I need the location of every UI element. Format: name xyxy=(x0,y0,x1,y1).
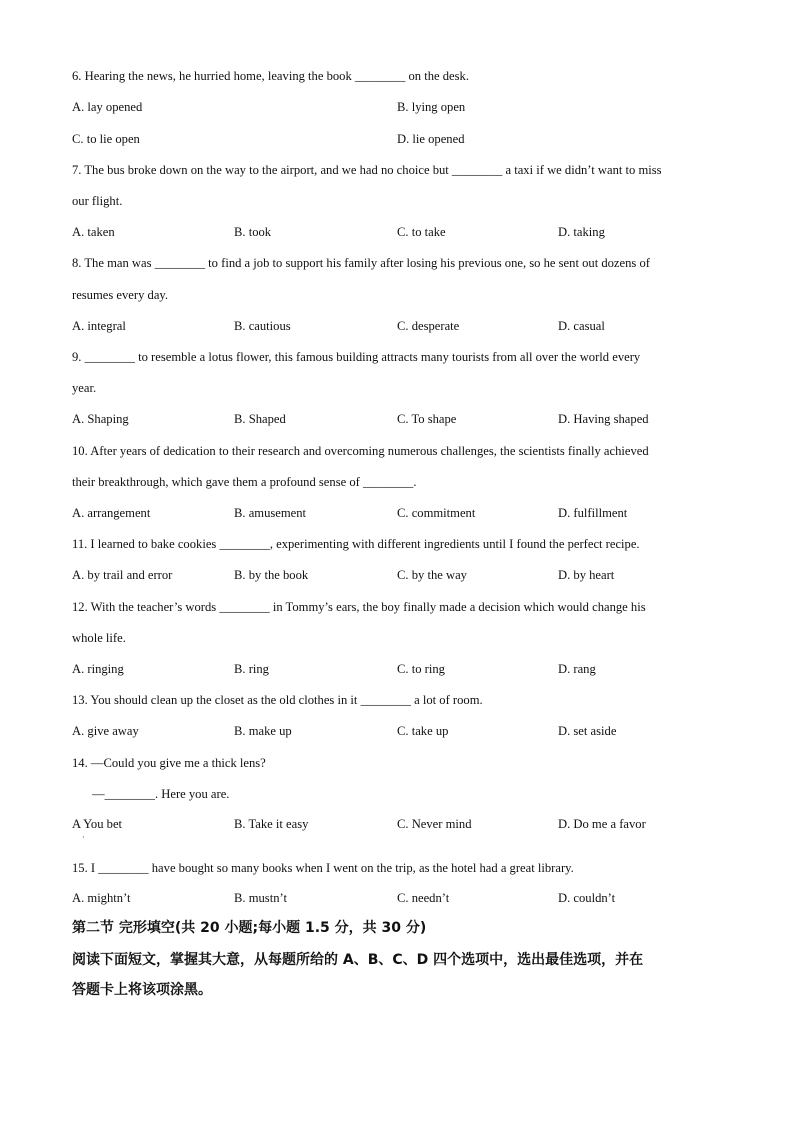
option-a: A. Shaping xyxy=(72,412,129,426)
option-a: A. mightn’t xyxy=(72,891,131,905)
option-a: A You bet xyxy=(72,817,123,831)
option-b: B. cautious xyxy=(234,319,291,333)
option-d: D. Having shaped xyxy=(558,412,649,426)
option-d: D. fulfillment xyxy=(558,506,628,520)
option-d: D. couldn’t xyxy=(558,891,616,905)
question-13-stem: 13. You should clean up the closet as the old clothes in it ________ a lot of room. xyxy=(72,693,483,707)
option-b: B. Shaped xyxy=(234,412,286,426)
section-instruction-cont: 答题卡上将该项涂黑。 xyxy=(72,982,212,998)
option-b: B. amusement xyxy=(234,506,307,520)
option-a: A. arrangement xyxy=(72,506,151,520)
option-d: D. set aside xyxy=(558,724,617,738)
option-a: A. by trail and error xyxy=(72,568,173,582)
section-title: 第二节 完形填空(共 20 小题;每小题 1.5 分，共 30 分) xyxy=(72,920,427,936)
option-c: C. commitment xyxy=(397,506,476,520)
option-d: D. taking xyxy=(558,225,605,239)
option-b: B. lying open xyxy=(397,100,466,114)
question-8-stem-cont: resumes every day. xyxy=(72,288,169,302)
question-6-stem: 6. Hearing the news, he hurried home, leaving the book ________ on the desk. xyxy=(72,69,469,83)
question-7-stem-cont: our flight. xyxy=(72,194,123,208)
question-11-stem: 11. I learned to bake cookies ________, experimenting with different ingredients until I found the perfect recipe. xyxy=(72,537,640,551)
option-b: B. ring xyxy=(234,662,269,676)
question-10-stem: 10. After years of dedication to their research and overcoming numerous challenges, the scientists finally achieved xyxy=(72,444,649,458)
question-8-stem: 8. The man was ________ to find a job to support his family after losing his previous one, so he sent out dozens of xyxy=(72,256,650,270)
option-b: B. mustn’t xyxy=(234,891,287,905)
option-b: B. make up xyxy=(234,724,292,738)
option-c: C. To shape xyxy=(397,412,457,426)
option-c: C. by the way xyxy=(397,568,467,582)
section-instruction: 阅读下面短文，掌握其大意，从每题所给的 A、B、C、D 四个选项中，选出最佳选项，并在 xyxy=(72,952,644,968)
question-9-stem: 9. ________ to resemble a lotus flower, this famous building attracts many tourists from all over the world every xyxy=(72,350,641,364)
option-d: D. casual xyxy=(558,319,605,333)
option-a: A. lay opened xyxy=(72,100,143,114)
option-c: C. desperate xyxy=(397,319,460,333)
question-14-response: —________. Here you are. xyxy=(92,787,230,801)
option-c: C. take up xyxy=(397,724,449,738)
option-d: D. by heart xyxy=(558,568,615,582)
question-10-stem-cont: their breakthrough, which gave them a profound sense of ________. xyxy=(72,475,417,489)
option-d: D. Do me a favor xyxy=(558,817,646,831)
question-12-stem: 12. With the teacher’s words ________ in Tommy’s ears, the boy finally made a decision which would change his xyxy=(72,600,646,614)
option-c: C. to lie open xyxy=(72,132,140,146)
question-14-stem: 14. —Could you give me a thick lens? xyxy=(72,756,266,770)
option-a: A. taken xyxy=(72,225,115,239)
option-b: B. took xyxy=(234,225,272,239)
option-a: A. give away xyxy=(72,724,139,738)
option-d: D. rang xyxy=(558,662,596,676)
option-b: B. Take it easy xyxy=(234,817,309,831)
question-12-stem-cont: whole life. xyxy=(72,631,126,645)
question-7-stem: 7. The bus broke down on the way to the airport, and we had no choice but ________ a taxi if we didn’t want to miss xyxy=(72,163,662,177)
option-c: C. to ring xyxy=(397,662,445,676)
option-a: A. integral xyxy=(72,319,126,333)
option-d: D. lie opened xyxy=(397,132,465,146)
stray-dot: · xyxy=(82,833,85,842)
question-15-stem: 15. I ________ have bought so many books when I went on the trip, as the hotel had a great library. xyxy=(72,861,574,875)
option-c: C. to take xyxy=(397,225,446,239)
question-9-stem-cont: year. xyxy=(72,381,97,395)
option-b: B. by the book xyxy=(234,568,309,582)
option-a: A. ringing xyxy=(72,662,124,676)
option-c: C. needn’t xyxy=(397,891,450,905)
option-c: C. Never mind xyxy=(397,817,472,831)
